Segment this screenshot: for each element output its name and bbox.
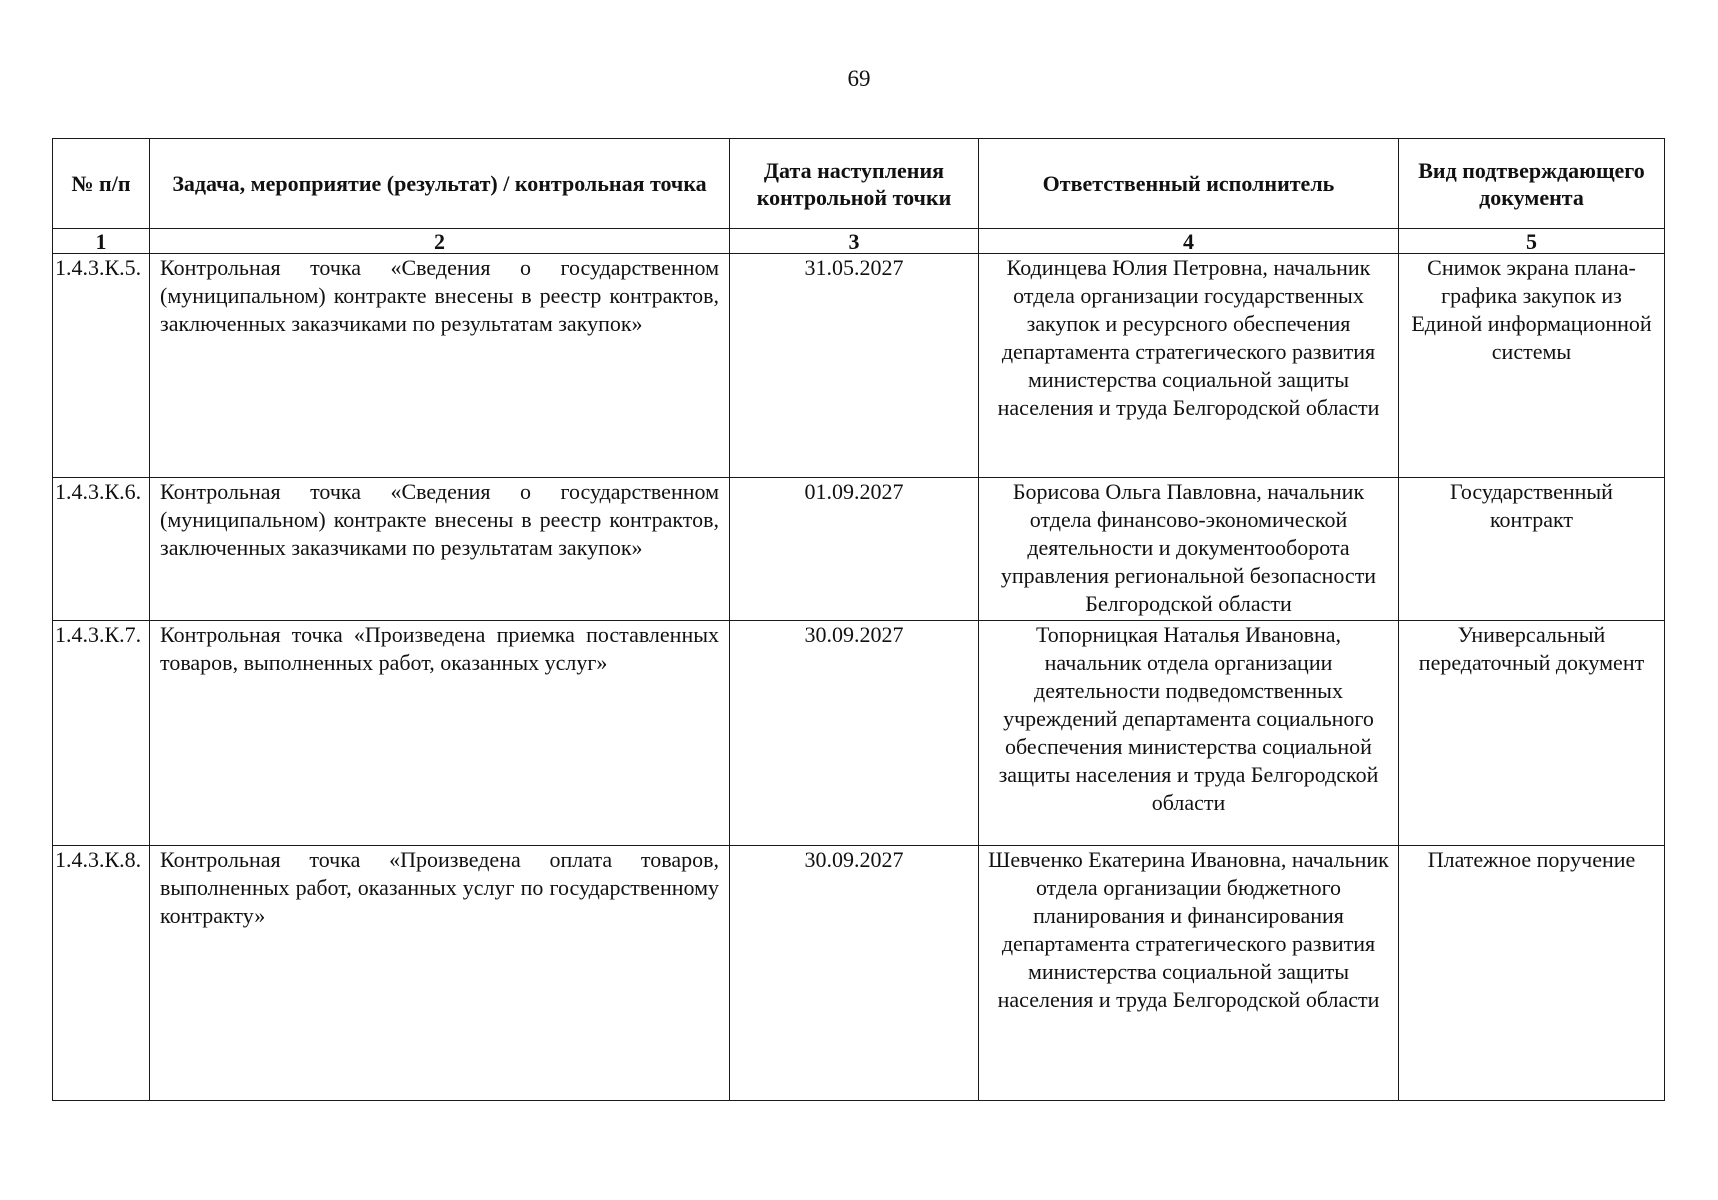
table-row [53, 621, 1665, 846]
table-row [53, 846, 1665, 1101]
table-row [53, 254, 1665, 478]
column-number: 5 [1399, 229, 1665, 254]
header-document: Вид подтверждающего документа [1399, 139, 1665, 229]
column-numbers-row [53, 229, 1665, 254]
task-text: Контрольная точка «Произведена приемка поставленных товаров, выполненных работ, оказанных услуг» [150, 621, 730, 846]
row-number: 1.4.3.К.5. [53, 254, 150, 478]
row-number: 1.4.3.К.7. [53, 621, 150, 846]
task-text: Контрольная точка «Сведения о государственном (муниципальном) контракте внесены в реестр контрактов, заключенных заказчиками по результатам закупок» [150, 478, 730, 621]
control-date: 31.05.2027 [730, 254, 979, 478]
control-date: 01.09.2027 [730, 478, 979, 621]
task-text: Контрольная точка «Сведения о государственном (муниципальном) контракте внесены в реестр контрактов, заключенных заказчиками по результатам закупок» [150, 254, 730, 478]
responsible-executor: Топорницкая Наталья Ивановна, начальник отдела организации деятельности подведомственных учреждений департамента социального обеспечения министерства социальной защиты населения и труда Белгородской области [979, 621, 1399, 846]
responsible-executor: Шевченко Екатерина Ивановна, начальник отдела организации бюджетного планирования и финансирования департамента стратегического развития министерства социальной защиты населения и труда Белгородской области [979, 846, 1399, 1101]
page-number: 69 [847, 66, 871, 91]
task-text: Контрольная точка «Произведена оплата товаров, выполненных работ, оказанных услуг по государственному контракту» [150, 846, 730, 1101]
header-number: № п/п [53, 139, 150, 229]
column-number: 2 [150, 229, 730, 254]
confirming-document: Универсальный передаточный документ [1399, 621, 1665, 846]
row-number: 1.4.3.К.6. [53, 478, 150, 621]
confirming-document: Платежное поручение [1399, 846, 1665, 1101]
table-row [53, 478, 1665, 621]
table-header-row [53, 139, 1665, 229]
responsible-executor: Кодинцева Юлия Петровна, начальник отдела организации государственных закупок и ресурсного обеспечения департамента стратегического развития министерства социальной защиты населения и труда Белгородской области [979, 254, 1399, 478]
header-date: Дата наступления контрольной точки [730, 139, 979, 229]
header-executor: Ответственный исполнитель [979, 139, 1399, 229]
column-number: 1 [53, 229, 150, 254]
column-number: 3 [730, 229, 979, 254]
control-points-table [52, 138, 1665, 1101]
row-number: 1.4.3.К.8. [53, 846, 150, 1101]
column-number: 4 [979, 229, 1399, 254]
control-date: 30.09.2027 [730, 621, 979, 846]
confirming-document: Снимок экрана плана-графика закупок из Единой информационной системы [1399, 254, 1665, 478]
responsible-executor: Борисова Ольга Павловна, начальник отдела финансово-экономической деятельности и документооборота управления региональной безопасности Белгородской области [979, 478, 1399, 621]
control-date: 30.09.2027 [730, 846, 979, 1101]
confirming-document: Государственный контракт [1399, 478, 1665, 621]
header-task: Задача, мероприятие (результат) / контрольная точка [150, 139, 730, 229]
